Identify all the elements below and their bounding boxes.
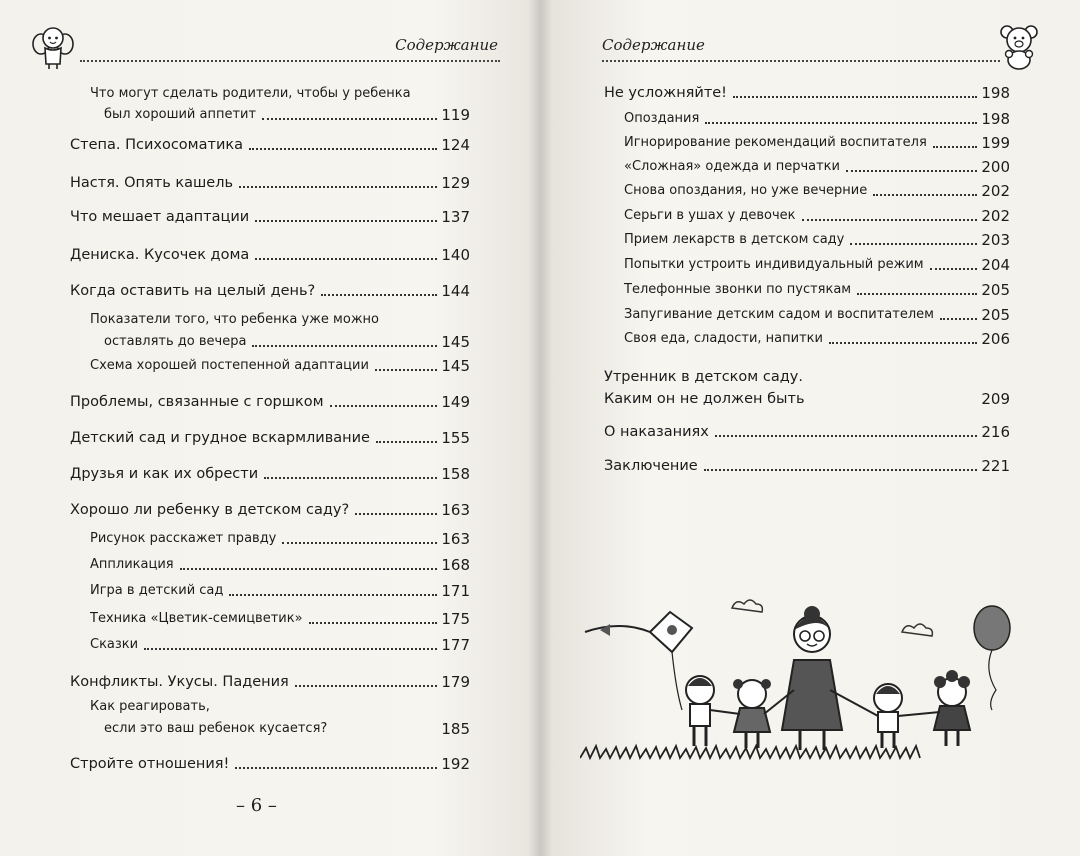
toc-entry[interactable] bbox=[90, 698, 470, 738]
toc-entry[interactable] bbox=[604, 423, 1010, 441]
toc-entry[interactable] bbox=[90, 582, 470, 600]
entry-title: Запугивание детским садом и воспитателем bbox=[624, 307, 934, 322]
leader-dots bbox=[375, 369, 437, 371]
entry-title: оставлять до вечера bbox=[104, 334, 247, 349]
leader-dots bbox=[333, 732, 437, 734]
entry-title: Заключение bbox=[604, 458, 698, 474]
entry-title: Хорошо ли ребенку в детском саду? bbox=[70, 502, 350, 518]
toc-entry[interactable] bbox=[624, 110, 1010, 128]
running-header: Содержание bbox=[395, 36, 498, 54]
toc-entry[interactable] bbox=[624, 158, 1010, 176]
page-number: 209 bbox=[981, 390, 1010, 408]
cloud-icon bbox=[732, 600, 762, 612]
page-number: 202 bbox=[981, 207, 1010, 225]
toc-entry[interactable] bbox=[70, 673, 470, 691]
page-number: 175 bbox=[441, 610, 470, 628]
leader-dots bbox=[264, 477, 437, 479]
toc-entry[interactable] bbox=[90, 556, 470, 574]
leader-dots bbox=[249, 148, 437, 150]
teacher-figure bbox=[782, 606, 842, 750]
entry-title: Не усложняйте! bbox=[604, 85, 727, 101]
toc-entry[interactable] bbox=[90, 530, 470, 548]
leader-dots bbox=[355, 513, 437, 515]
teddy-bear-icon bbox=[996, 22, 1042, 70]
entry-title: Каким он не должен быть bbox=[604, 391, 805, 407]
leader-dots bbox=[262, 118, 437, 120]
entry-title: Серьги в ушах у девочек bbox=[624, 208, 796, 223]
page-number: 155 bbox=[441, 429, 470, 447]
entry-title: Попытки устроить индивидуальный режим bbox=[624, 257, 924, 272]
toc-entry[interactable] bbox=[70, 755, 470, 773]
leader-dots bbox=[144, 648, 437, 650]
page-folio: – 6 – bbox=[236, 795, 277, 816]
page-number: 179 bbox=[441, 673, 470, 691]
toc-entry[interactable] bbox=[624, 207, 1010, 225]
leader-dots bbox=[704, 469, 978, 471]
cloud-icon bbox=[902, 624, 932, 636]
toc-entry[interactable] bbox=[624, 306, 1010, 324]
page-number: 205 bbox=[981, 281, 1010, 299]
page-number: 144 bbox=[441, 282, 470, 300]
page-number: 216 bbox=[981, 423, 1010, 441]
leader-dots bbox=[239, 186, 437, 188]
leader-dots bbox=[255, 220, 437, 222]
leader-dots bbox=[715, 435, 978, 437]
entry-title: Друзья и как их обрести bbox=[70, 466, 259, 482]
leader-dots bbox=[930, 268, 978, 270]
header-rule bbox=[80, 60, 500, 62]
book-gutter bbox=[528, 0, 552, 856]
entry-title: Степа. Психосоматика bbox=[70, 137, 244, 153]
page-number: 163 bbox=[441, 530, 470, 548]
entry-title: Схема хорошей постепенной адаптации bbox=[90, 358, 369, 373]
toc-entry[interactable] bbox=[90, 610, 470, 628]
entry-title: Проблемы, связанные с горшком bbox=[70, 394, 324, 410]
page-number: 119 bbox=[441, 106, 470, 124]
leader-dots bbox=[295, 685, 438, 687]
toc-entry[interactable] bbox=[70, 465, 470, 483]
toc-entry[interactable] bbox=[70, 208, 470, 226]
leader-dots bbox=[733, 96, 977, 98]
entry-title: Техника «Цветик-семицветик» bbox=[90, 611, 303, 626]
header-rule bbox=[602, 60, 1000, 62]
toc-entry[interactable] bbox=[624, 182, 1010, 200]
toc-entry[interactable] bbox=[624, 134, 1010, 152]
page-number: 199 bbox=[981, 134, 1010, 152]
page-number: 137 bbox=[441, 208, 470, 226]
page-number: 198 bbox=[981, 110, 1010, 128]
toc-entry[interactable] bbox=[90, 357, 470, 375]
leader-dots bbox=[330, 405, 438, 407]
kite-icon bbox=[585, 612, 692, 710]
entry-title: О наказаниях bbox=[604, 424, 709, 440]
page-number: 140 bbox=[441, 246, 470, 264]
entry-title: Что мешает адаптации bbox=[70, 209, 250, 225]
leader-dots bbox=[235, 767, 437, 769]
leader-dots bbox=[873, 194, 977, 196]
page-number: 168 bbox=[441, 556, 470, 574]
toc-entry[interactable] bbox=[624, 256, 1010, 274]
entry-title: «Сложная» одежда и перчатки bbox=[624, 159, 840, 174]
page-number: 149 bbox=[441, 393, 470, 411]
page-number: 198 bbox=[981, 84, 1010, 102]
toc-entry[interactable] bbox=[90, 85, 470, 124]
page-number: 185 bbox=[441, 720, 470, 738]
page-number: 145 bbox=[441, 333, 470, 351]
entry-title: Своя еда, сладости, напитки bbox=[624, 331, 823, 346]
leader-dots bbox=[802, 219, 978, 221]
toc-entry[interactable] bbox=[604, 457, 1010, 475]
child-figure bbox=[874, 684, 902, 748]
page-number: 171 bbox=[441, 582, 470, 600]
page-number: 205 bbox=[981, 306, 1010, 324]
page-number: 200 bbox=[981, 158, 1010, 176]
entry-title: Рисунок расскажет правду bbox=[90, 531, 277, 546]
leader-dots bbox=[857, 293, 977, 295]
entry-title: Игра в детский сад bbox=[90, 583, 224, 598]
page-number: 145 bbox=[441, 357, 470, 375]
leader-dots bbox=[850, 243, 977, 245]
toc-entry[interactable] bbox=[70, 501, 470, 519]
entry-title: Детский сад и грудное вскармливание bbox=[70, 430, 370, 446]
grass bbox=[580, 746, 920, 758]
entry-title-line1: Утренник в детском саду. bbox=[604, 369, 803, 385]
page-number: 221 bbox=[981, 457, 1010, 475]
toc-entry[interactable] bbox=[70, 174, 470, 192]
entry-title: Аппликация bbox=[90, 557, 174, 572]
page-number: 203 bbox=[981, 231, 1010, 249]
leader-dots bbox=[180, 568, 438, 570]
leader-dots bbox=[376, 441, 437, 443]
page-number: 129 bbox=[441, 174, 470, 192]
leader-dots bbox=[321, 294, 437, 296]
entry-title-line1: Что могут сделать родители, чтобы у ребенка bbox=[90, 86, 411, 101]
entry-title: Снова опоздания, но уже вечерние bbox=[624, 183, 868, 198]
toc-entry[interactable] bbox=[70, 246, 470, 264]
toc-entry[interactable] bbox=[624, 281, 1010, 299]
leader-dots bbox=[282, 542, 437, 544]
toc-entry[interactable] bbox=[90, 311, 470, 351]
toc-entry[interactable] bbox=[624, 330, 1010, 348]
toc-entry[interactable] bbox=[70, 136, 470, 154]
entry-title: был хороший аппетит bbox=[104, 107, 257, 122]
entry-title: Прием лекарств в детском саду bbox=[624, 232, 845, 247]
page-number: 124 bbox=[441, 136, 470, 154]
page-number: 163 bbox=[441, 501, 470, 519]
balloon-icon bbox=[974, 606, 1010, 710]
toc-entry[interactable] bbox=[604, 84, 1010, 102]
leader-dots bbox=[229, 594, 437, 596]
toc-entry[interactable] bbox=[70, 393, 470, 411]
entry-title: Настя. Опять кашель bbox=[70, 175, 234, 191]
running-header: Содержание bbox=[602, 36, 705, 54]
entry-title: Стройте отношения! bbox=[70, 756, 230, 772]
leader-dots bbox=[252, 345, 437, 347]
toc-entry[interactable] bbox=[624, 231, 1010, 249]
child-figure bbox=[934, 670, 970, 746]
entry-title: Сказки bbox=[90, 637, 139, 652]
leader-dots bbox=[940, 318, 977, 320]
angel-mascot-icon bbox=[30, 22, 76, 70]
leader-dots bbox=[811, 402, 978, 404]
leader-dots bbox=[933, 146, 978, 148]
child-figure bbox=[686, 676, 714, 746]
toc-entry[interactable] bbox=[70, 429, 470, 447]
toc-entry[interactable] bbox=[70, 282, 470, 300]
leader-dots bbox=[846, 170, 977, 172]
leader-dots bbox=[309, 622, 438, 624]
right-page bbox=[540, 0, 1080, 856]
page-number: 177 bbox=[441, 636, 470, 654]
entry-title: Когда оставить на целый день? bbox=[70, 283, 316, 299]
toc-entry[interactable] bbox=[604, 368, 1010, 408]
entry-title: Опоздания bbox=[624, 111, 700, 126]
leader-dots bbox=[829, 342, 977, 344]
entry-title: Игнорирование рекомендаций воспитателя bbox=[624, 135, 927, 150]
page-number: 192 bbox=[441, 755, 470, 773]
entry-title-line1: Показатели того, что ребенка уже можно bbox=[90, 312, 379, 327]
entry-title: если это ваш ребенок кусается? bbox=[104, 721, 328, 736]
entry-title-line1: Как реагировать, bbox=[90, 699, 210, 714]
entry-title: Дениска. Кусочек дома bbox=[70, 247, 250, 263]
toc-entry[interactable] bbox=[90, 636, 470, 654]
leader-dots bbox=[705, 122, 977, 124]
entry-title: Конфликты. Укусы. Падения bbox=[70, 674, 289, 690]
kids-illustration bbox=[580, 590, 1040, 770]
leader-dots bbox=[255, 258, 437, 260]
page-number: 202 bbox=[981, 182, 1010, 200]
page-number: 158 bbox=[441, 465, 470, 483]
page-number: 206 bbox=[981, 330, 1010, 348]
page-number: 204 bbox=[981, 256, 1010, 274]
entry-title: Телефонные звонки по пустякам bbox=[624, 282, 852, 297]
